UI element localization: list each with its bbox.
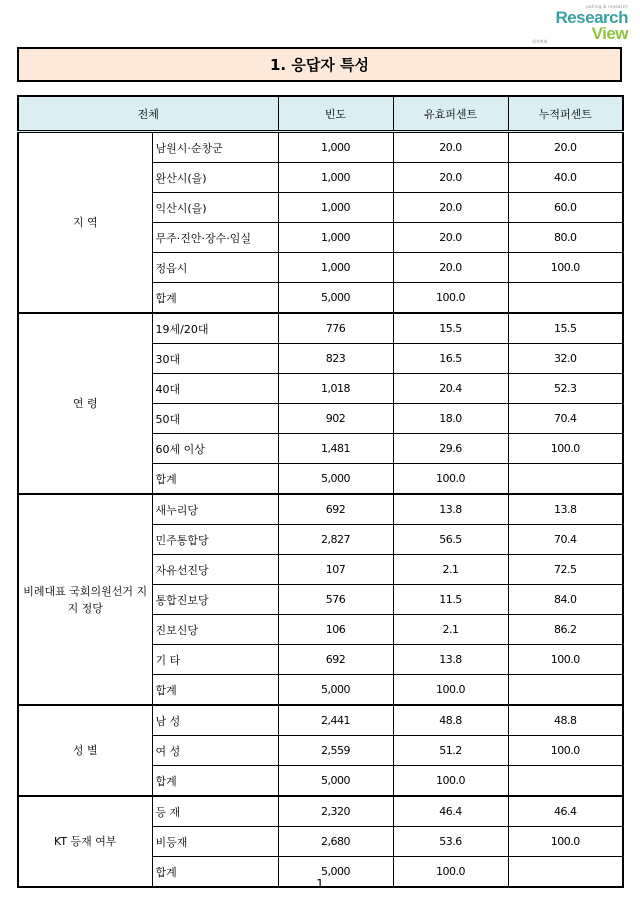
valid-percent-cell: 13.8 [393,645,508,675]
row-label: 등 재 [152,796,278,827]
cumulative-percent-cell [508,675,623,706]
frequency-cell: 2,827 [278,525,393,555]
logo-tagline: polling & research [586,4,628,9]
frequency-cell: 1,000 [278,253,393,283]
frequency-cell: 5,000 [278,857,393,888]
valid-percent-cell: 20.0 [393,253,508,283]
valid-percent-cell: 56.5 [393,525,508,555]
valid-percent-cell: 53.6 [393,827,508,857]
table-row [18,313,623,344]
row-label: 민주통합당 [152,525,278,555]
table-row [18,705,623,736]
frequency-cell: 2,559 [278,736,393,766]
frequency-cell: 107 [278,555,393,585]
table-header-row [18,96,623,132]
group-label: 지 역 [18,132,152,314]
row-label: 합계 [152,464,278,495]
valid-percent-cell: 20.4 [393,374,508,404]
header-valid-percent: 유효퍼센트 [393,96,508,132]
valid-percent-cell: 13.8 [393,494,508,525]
row-label: 여 성 [152,736,278,766]
cumulative-percent-cell: 48.8 [508,705,623,736]
cumulative-percent-cell: 84.0 [508,585,623,615]
row-label: 60세 이상 [152,434,278,464]
row-label: 19세/20대 [152,313,278,344]
frequency-cell: 2,441 [278,705,393,736]
group-label: KT 등재 여부 [18,796,152,887]
cumulative-percent-cell [508,766,623,797]
cumulative-percent-cell: 52.3 [508,374,623,404]
frequency-cell: 902 [278,404,393,434]
header-total: 전체 [18,96,278,132]
row-label: 정읍시 [152,253,278,283]
cumulative-percent-cell: 70.4 [508,525,623,555]
cumulative-percent-cell: 100.0 [508,827,623,857]
logo-research-text: Research [555,8,628,27]
row-label: 30대 [152,344,278,374]
table-row [18,494,623,525]
frequency-cell: 106 [278,615,393,645]
row-label: 합계 [152,283,278,314]
frequency-cell: 823 [278,344,393,374]
valid-percent-cell: 2.1 [393,615,508,645]
frequency-cell: 1,018 [278,374,393,404]
row-label: 50대 [152,404,278,434]
valid-percent-cell: 29.6 [393,434,508,464]
valid-percent-cell: 20.0 [393,223,508,253]
frequency-cell: 5,000 [278,283,393,314]
valid-percent-cell: 16.5 [393,344,508,374]
row-label: 통합진보당 [152,585,278,615]
row-label: 남원시·순창군 [152,132,278,163]
row-label: 무주·진안·장수·임실 [152,223,278,253]
logo-sub-text: 리서치뷰 [532,39,548,44]
row-label: 비등재 [152,827,278,857]
frequency-cell: 1,000 [278,163,393,193]
row-label: 기 타 [152,645,278,675]
table-row [18,132,623,163]
frequency-cell: 5,000 [278,766,393,797]
row-label: 자유선진당 [152,555,278,585]
valid-percent-cell: 100.0 [393,766,508,797]
frequency-cell: 1,481 [278,434,393,464]
valid-percent-cell: 20.0 [393,163,508,193]
row-label: 진보신당 [152,615,278,645]
frequency-cell: 2,680 [278,827,393,857]
frequency-cell: 1,000 [278,132,393,163]
section-title: 1. 응답자 특성 [17,47,622,82]
row-label: 합계 [152,675,278,706]
cumulative-percent-cell [508,464,623,495]
valid-percent-cell: 15.5 [393,313,508,344]
valid-percent-cell: 100.0 [393,857,508,888]
row-label: 합계 [152,766,278,797]
row-label: 40대 [152,374,278,404]
frequency-cell: 692 [278,494,393,525]
cumulative-percent-cell: 80.0 [508,223,623,253]
research-view-logo [528,4,628,48]
respondent-characteristics-table [17,95,624,888]
group-label: 연 령 [18,313,152,494]
cumulative-percent-cell: 86.2 [508,615,623,645]
valid-percent-cell: 11.5 [393,585,508,615]
valid-percent-cell: 48.8 [393,705,508,736]
frequency-cell: 1,000 [278,193,393,223]
cumulative-percent-cell: 32.0 [508,344,623,374]
frequency-cell: 2,320 [278,796,393,827]
header-cumulative-percent: 누적퍼센트 [508,96,623,132]
valid-percent-cell: 51.2 [393,736,508,766]
valid-percent-cell: 100.0 [393,464,508,495]
row-label: 합계 [152,857,278,888]
group-label: 비례대표 국회의원선거 지지 정당 [18,494,152,705]
cumulative-percent-cell [508,283,623,314]
valid-percent-cell: 20.0 [393,132,508,163]
valid-percent-cell: 46.4 [393,796,508,827]
logo-view-text: View [591,24,628,43]
table-body [18,132,623,888]
frequency-cell: 1,000 [278,223,393,253]
page-number: 1 [316,877,324,891]
frequency-cell: 776 [278,313,393,344]
cumulative-percent-cell: 100.0 [508,253,623,283]
table-row [18,796,623,827]
cumulative-percent-cell: 100.0 [508,645,623,675]
valid-percent-cell: 20.0 [393,193,508,223]
cumulative-percent-cell: 60.0 [508,193,623,223]
valid-percent-cell: 18.0 [393,404,508,434]
frequency-cell: 5,000 [278,675,393,706]
row-label: 익산시(을) [152,193,278,223]
cumulative-percent-cell: 13.8 [508,494,623,525]
row-label: 새누리당 [152,494,278,525]
valid-percent-cell: 100.0 [393,283,508,314]
cumulative-percent-cell: 15.5 [508,313,623,344]
cumulative-percent-cell: 20.0 [508,132,623,163]
cumulative-percent-cell: 100.0 [508,736,623,766]
row-label: 남 성 [152,705,278,736]
frequency-cell: 5,000 [278,464,393,495]
frequency-cell: 692 [278,645,393,675]
group-label: 성 별 [18,705,152,796]
cumulative-percent-cell: 70.4 [508,404,623,434]
valid-percent-cell: 2.1 [393,555,508,585]
cumulative-percent-cell: 100.0 [508,434,623,464]
header-frequency: 빈도 [278,96,393,132]
cumulative-percent-cell: 72.5 [508,555,623,585]
valid-percent-cell: 100.0 [393,675,508,706]
row-label: 완산시(을) [152,163,278,193]
cumulative-percent-cell: 40.0 [508,163,623,193]
frequency-cell: 576 [278,585,393,615]
cumulative-percent-cell: 46.4 [508,796,623,827]
